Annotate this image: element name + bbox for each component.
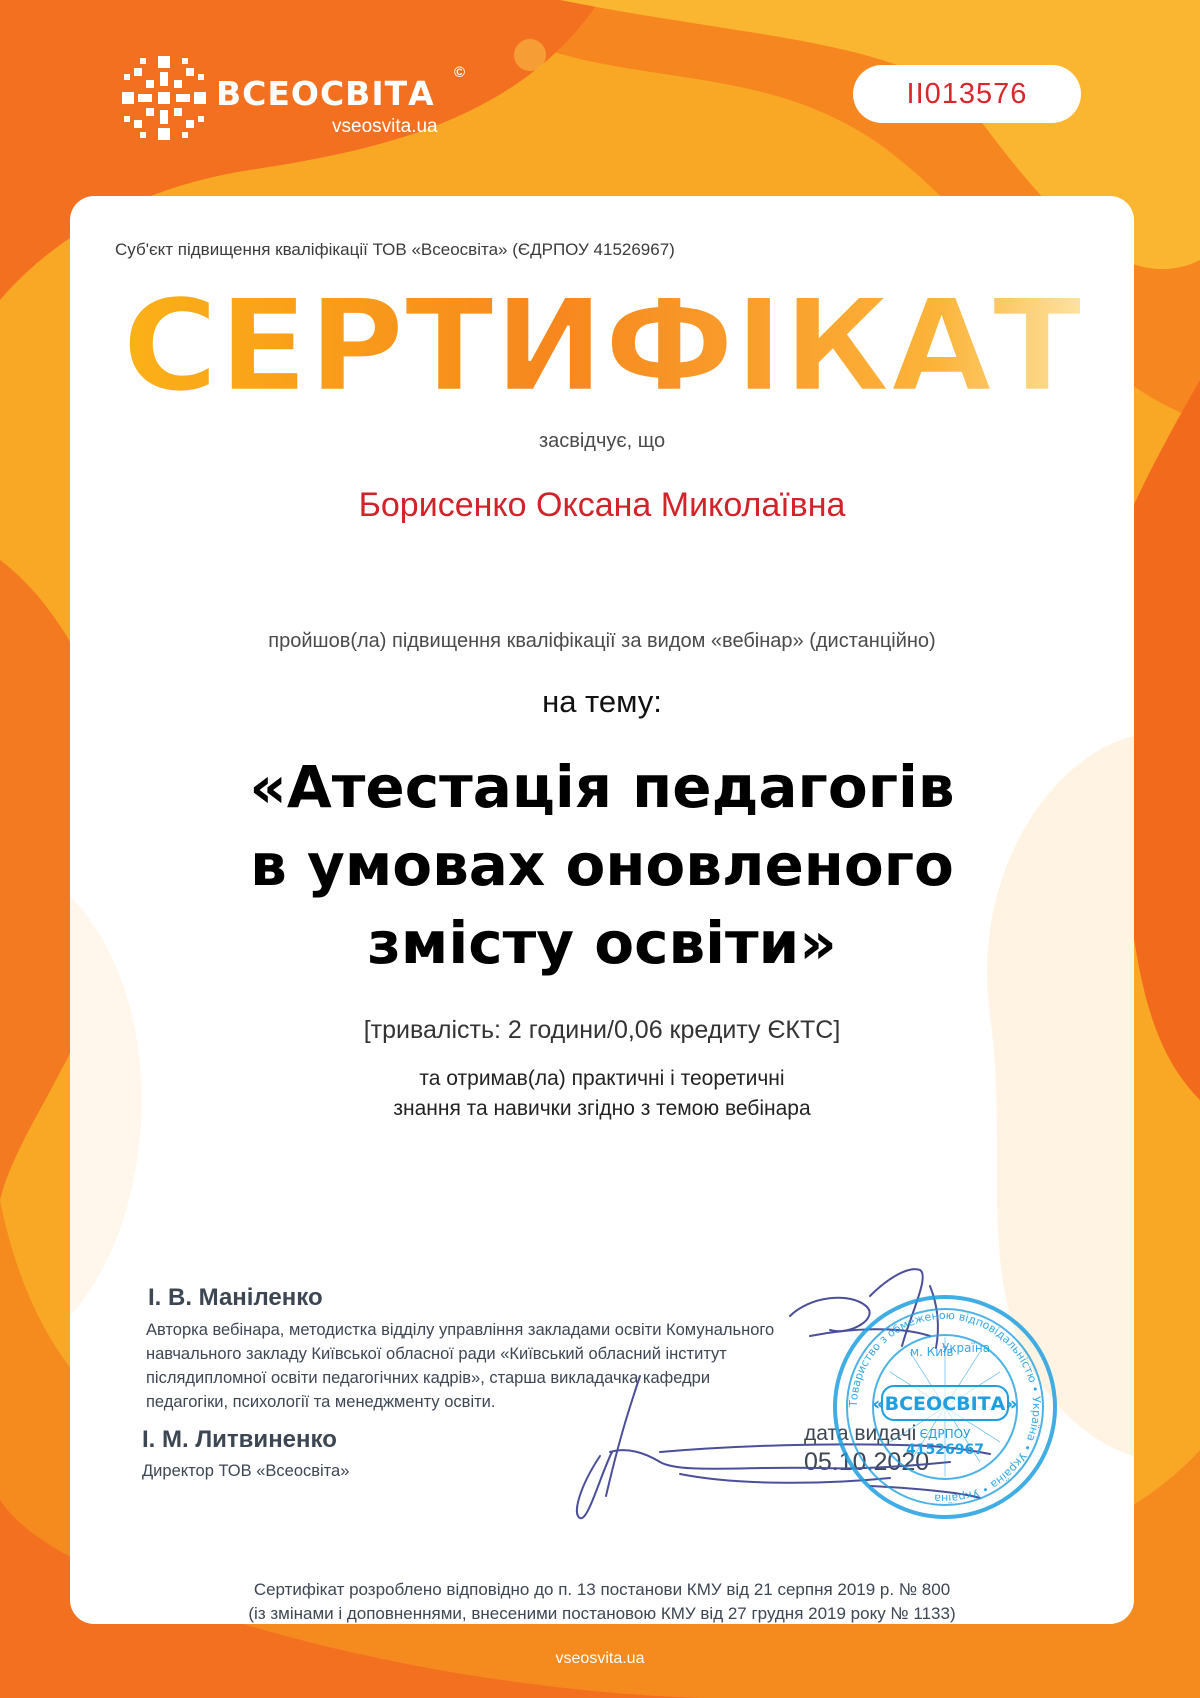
stamp-country: Україна: [942, 1341, 991, 1355]
stamp-code: 41526967: [906, 1442, 984, 1458]
gained-line: знання та навички згідно з темою вебінара: [393, 1097, 811, 1120]
certifies-label: засвідчує, що: [538, 430, 666, 452]
certificate-number: II013576: [853, 65, 1081, 123]
card-content: [70, 196, 1134, 1624]
brand-logo[interactable]: [118, 52, 478, 142]
footer-site-link[interactable]: vseosvita.ua: [555, 1650, 645, 1667]
official-stamp: [830, 1292, 1060, 1522]
stamp-name: «ВСЕОСВІТА»: [872, 1393, 1018, 1415]
stamp-code-label: ЄДРПОУ: [919, 1427, 971, 1441]
duration-line: [тривалість: 2 години/0,06 кредиту ЄКТС]: [363, 1016, 841, 1044]
topic-line: змісту освіти»: [367, 909, 837, 977]
director-role: Директор ТОВ «Всеосвіта»: [142, 1462, 350, 1480]
stamp-ring-text: Товариство з обмеженою відповідальністю • Україна • Україна • Україна: [846, 1308, 1044, 1506]
recipient-name: Борисенко Оксана Миколаївна: [358, 486, 846, 524]
legal-notice: [70, 1578, 1134, 1624]
brand-name: ВСЕОСВІТА: [216, 74, 435, 113]
webinar-topic: [70, 748, 1134, 982]
stamp-city: м. Київ: [910, 1345, 954, 1359]
author-role-line: Авторка вебінара, методистка відділу управління закладами освіти Комунального: [146, 1321, 775, 1339]
author-role-line: педагогіки, психології та менеджменту освіти.: [146, 1393, 496, 1411]
snowflake-ornament-icon: [118, 52, 210, 144]
provider-line: Суб'єкт підвищення кваліфікації ТОВ «Всеосвіта» (ЄДРПОУ 41526967): [115, 240, 675, 259]
legal-line: (із змінами і доповненнями, внесеними постановою КМУ від 27 грудня 2019 року № 1133): [248, 1604, 956, 1623]
completion-statement: пройшов(ла) підвищення кваліфікації за видом «вебінар» (дистанційно): [268, 630, 936, 652]
certificate-card: [70, 196, 1134, 1624]
brand-site[interactable]: vseosvita.ua: [332, 116, 438, 137]
author-name: І. В. Маніленко: [148, 1284, 323, 1311]
copyright-mark: ©: [454, 64, 466, 81]
author-role-line: навчального закладу Київської обласної ради «Київський обласний інститут: [146, 1345, 727, 1363]
topic-line: в умовах оновленого: [250, 831, 954, 899]
certificate-heading: [110, 262, 1094, 412]
issue-date-label: дата видачі: [804, 1422, 917, 1445]
certificate-heading-text: СЕРТИФІКАТ: [122, 272, 1082, 412]
author-role-line: післядипломної освіти педагогічних кадрів», старша викладачка кафедри: [146, 1369, 711, 1387]
director-name: І. М. Литвиненко: [142, 1426, 337, 1453]
gained-statement: [70, 1064, 1134, 1124]
legal-line: Сертифікат розроблено відповідно до п. 13 постанови КМУ від 21 серпня 2019 р. № 800: [253, 1580, 951, 1599]
gained-line: та отримав(ла) практичні і теоретичні: [419, 1067, 785, 1090]
topic-label: на тему:: [542, 684, 662, 719]
issue-date: 05.10.2020: [804, 1448, 930, 1476]
topic-line: «Атестація педагогів: [249, 753, 955, 821]
